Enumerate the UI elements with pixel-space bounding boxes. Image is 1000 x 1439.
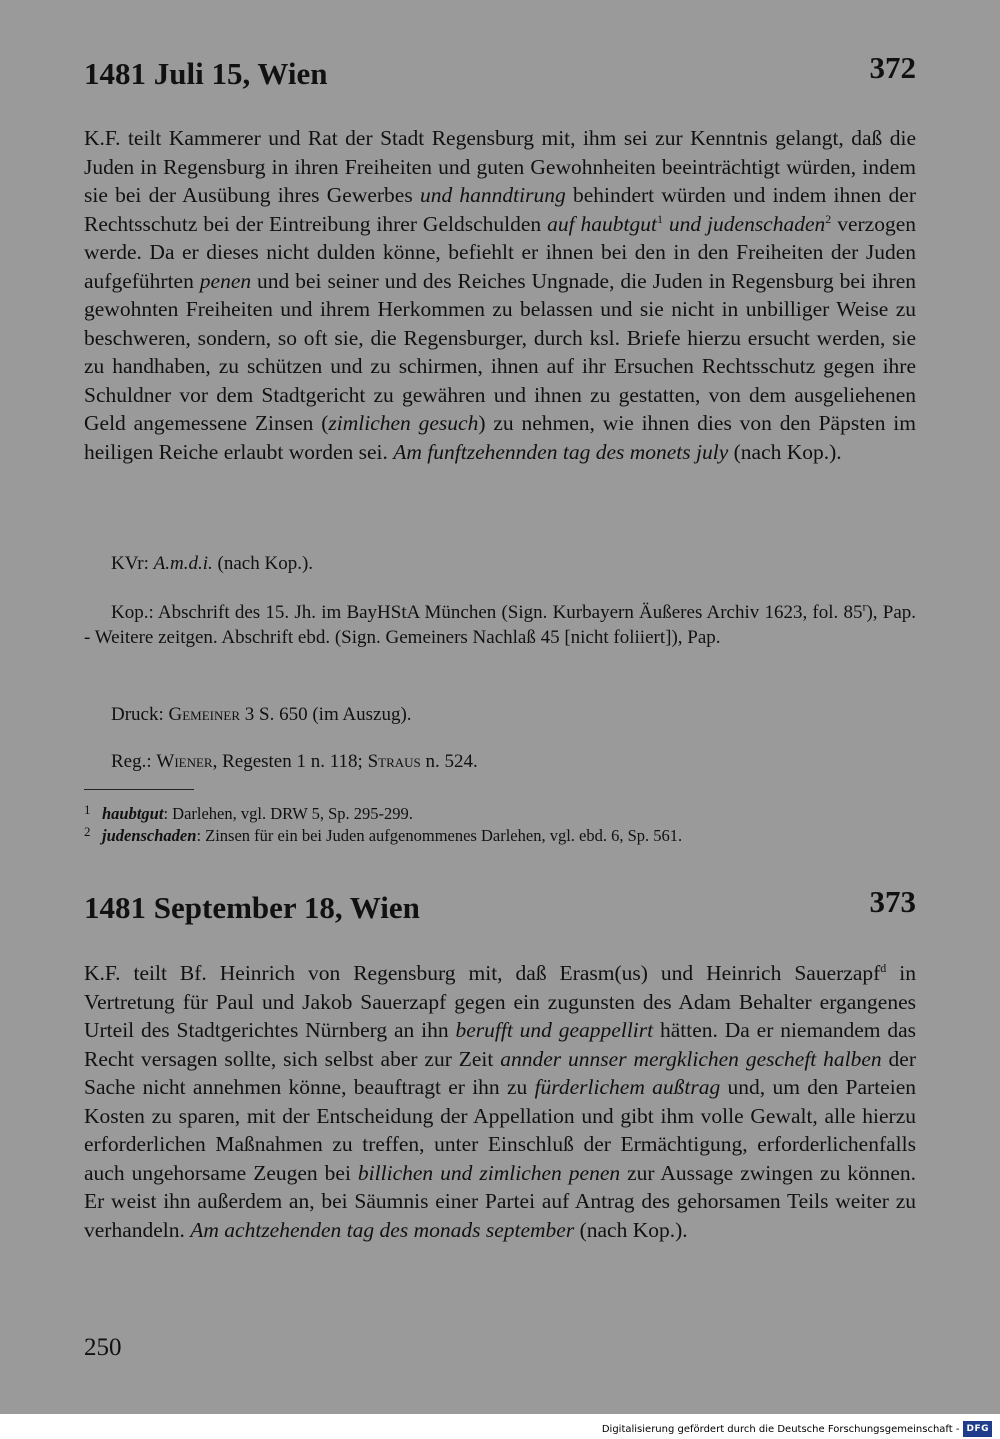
kvr-note: KVr: A.m.d.i. (nach Kop.). <box>111 553 314 574</box>
footnote-1: 1 haubtgut: Darlehen, vgl. DRW 5, Sp. 295-299. <box>84 802 413 823</box>
druck-note: Druck: Gemeiner 3 S. 650 (im Auszug). <box>111 704 412 725</box>
digitization-credit <box>602 1421 992 1437</box>
reg-note: Reg.: Wiener, Regesten 1 n. 118; Straus n. 524. <box>111 751 478 772</box>
entry-body-373: K.F. teilt Bf. Heinrich von Regensburg mit, daß Erasm(us) und Heinrich Sauerzapf$^d$ in Vertretung für Paul und Jakob Sauerzapf gegen ein zugunsten des Adam Behalter ergangenes Urteil des Stadtgerichtes Nürnberg an ihn berufft und geappellirt hätten. Da er niemandem das Recht versagen sollte, sich selbst aber zur Zeit annder unnser mergklichen gescheft halben der Sache nicht annehmen könne, beauftragt er ihn zu fürderlichem außtrag und, um den Parteien Kosten zu sparen, mit der Entscheidung der Appellation und gibt ihm volle Gewalt, alle hierzu erforderlichen Maßnahmen zu treffen, unter Einschluß der Ermächtigung, erforderlichenfalls auch ungehorsame Zeugen bei billichen und zimlichen penen zur Aussage zwingen zu können. Er weist ihn außerdem an, bei Säumnis einer Partei auf Antrag des gehorsamen Teils weiter zu verhandeln. Am achtzehenden tag des monads september (nach Kop.). <box>84 960 917 1242</box>
footnote-rule <box>84 789 194 790</box>
footnote-2: 2 judenschaden: Zinsen für ein bei Juden aufgenommenes Darlehen, vgl. ebd. 6, Sp. 561. <box>84 824 683 845</box>
entry-header-373 <box>84 884 916 932</box>
footnote-ref: 1 <box>656 211 663 226</box>
dfg-logo-icon: DFG <box>963 1421 992 1437</box>
entry-date: 1481 Juli 15, Wien <box>84 56 328 91</box>
page-number: 250 <box>84 1334 122 1361</box>
entry-header-372 <box>84 50 916 98</box>
entry-number: 373 <box>869 884 916 919</box>
entry-number: 372 <box>869 50 916 85</box>
entry-date: 1481 September 18, Wien <box>84 890 420 925</box>
footnote-ref: 2 <box>825 211 832 226</box>
credit-text: Digitalisierung gefördert durch die Deutsche Forschungsgemeinschaft - <box>601 1424 960 1435</box>
entry-body-372: K.F. teilt Kammerer und Rat der Stadt Regensburg mit, ihm sei zur Kenntnis gelangt, daß die Juden in Regensburg in ihren Freiheiten und guten Gewohnheiten beeinträchtigt würden, indem sie bei der Ausübung ihres Gewerbes und hanndtirung behindert würden und indem ihnen der Rechtsschutz bei der Eintreibung ihrer Geldschulden auf haubtgut$^1$ und judenschaden$^2$ verzogen werde. Da er dieses nicht dulden könne, befiehlt er ihnen bei den in den Freiheiten der Juden aufgeführten penen und bei seiner und des Reiches Ungnade, die Juden in Regensburg bei ihren gewohnten Freiheiten und ihrem Herkommen zu belassen und sie nicht in unbilliger Weise zu beschweren, sondern, so oft sie, die Regensburger, durch ksl. Briefe hierzu ersucht werden, sie zu handhaben, zu schützen und zu schirmen, ihnen auf ihr Ersuchen Rechtsschutz gegen ihre Schuldner vor dem Stadtgericht zu gewähren und ihnen zu gestatten, von dem ausgeliehenen Geld angemessene Zinsen (zimlichen gesuch) zu nehmen, wie ihnen dies von den Päpsten im heiligen Reiche erlaubt worden sei. Am funftzehennden tag des monets july (nach Kop.). <box>84 126 917 464</box>
kop-note: Kop.: Abschrift des 15. Jh. im BayHStA München (Sign. Kurbayern Äußeres Archiv 1623, fol. 85$^r$), Pap. - Weitere zeitgen. Abschrift ebd. (Sign. Gemeiners Nachlaß 45 [nicht foliiert]), Pap. <box>84 599 916 648</box>
